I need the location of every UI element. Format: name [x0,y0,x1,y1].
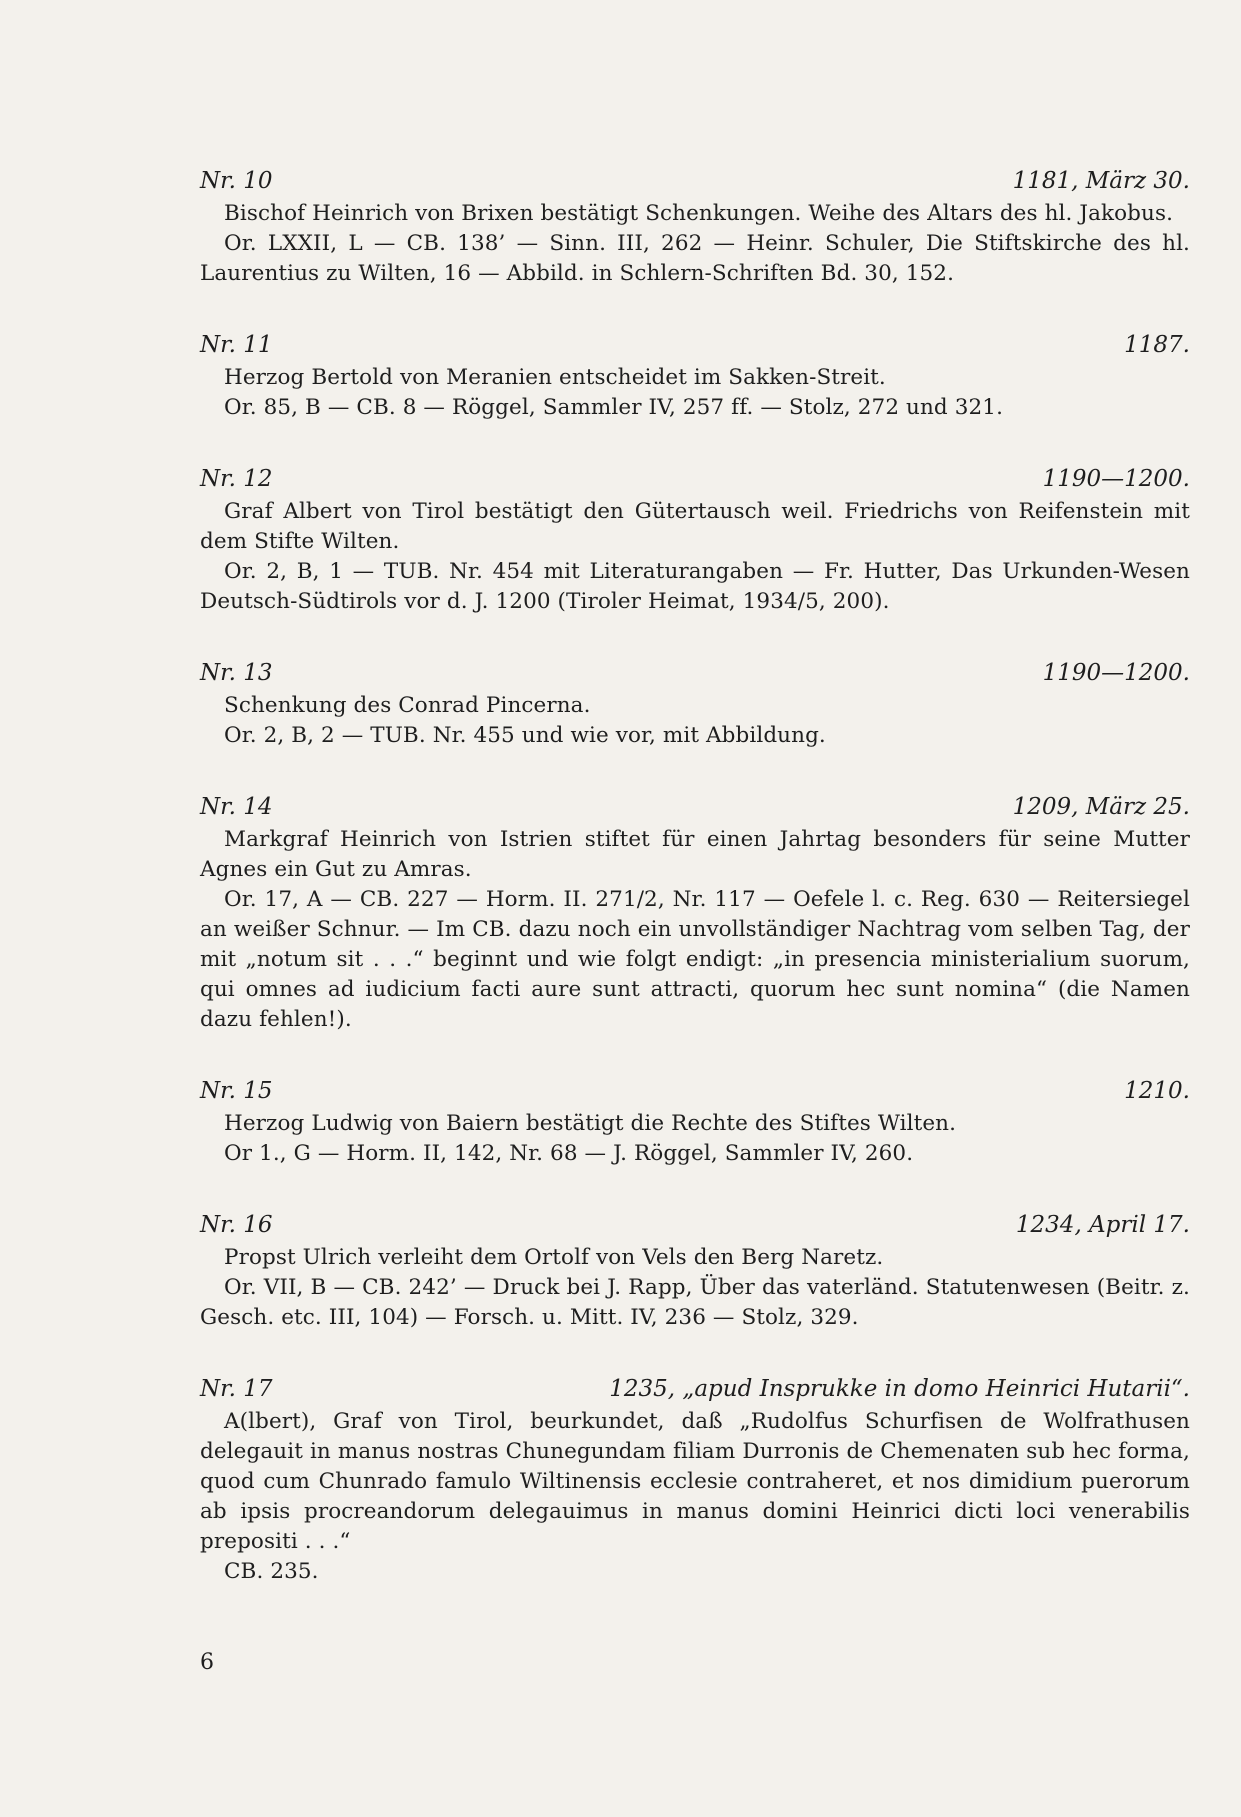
entry-header [200,1373,1190,1405]
entry-sources: Or. 2, B, 1 — TUB. Nr. 454 mit Literaturangaben — Fr. Hutter, Das Urkunden-Wesen Deutsch-Südtirols vor d. J. 1200 (Tiroler Heimat, 1934/5, 200). [200,559,1190,614]
entry-date: 1181, März 30. [1012,168,1190,194]
entry-number: Nr. 14 [200,794,273,820]
document-page [200,165,1190,1627]
entry-header [200,791,1190,823]
entry-nr-13 [200,657,1190,751]
entry-nr-10 [200,165,1190,289]
entry-nr-11 [200,329,1190,423]
entry-number: Nr. 13 [200,660,273,686]
entry-header [200,657,1190,689]
entry-summary: Bischof Heinrich von Brixen bestätigt Schenkungen. Weihe des Altars des hl. Jakobus. [224,201,1174,226]
entry-summary: Graf Albert von Tirol bestätigt den Gütertausch weil. Friedrichs von Reifenstein mit dem Stifte Wilten. [200,499,1190,554]
page-number: 6 [200,1650,214,1675]
entry-number: Nr. 12 [200,466,273,492]
entry-nr-14 [200,791,1190,1035]
entry-number: Nr. 16 [200,1212,273,1238]
entry-summary: A(lbert), Graf von Tirol, beurkundet, daß „Rudolfus Schurfisen de Wolfrathusen delegauit in manus nostras Chunegundam filiam Durronis de Chemenaten sub hec forma, quod cum Chunrado famulo Wiltinensis ecclesie contraheret, et nos dimidium puerorum ab ipsis procreandorum delegauimus in manus domini Heinrici dicti loci venerabilis prepositi . . .“ [200,1409,1190,1554]
entry-summary: Herzog Ludwig von Baiern bestätigt die Rechte des Stiftes Wilten. [224,1111,957,1136]
entry-summary: Markgraf Heinrich von Istrien stiftet für einen Jahrtag besonders für seine Mutter Agnes ein Gut zu Amras. [200,827,1190,882]
entry-date: 1209, März 25. [1012,794,1190,820]
entry-header [200,329,1190,361]
entry-number: Nr. 15 [200,1078,273,1104]
entry-date: 1190—1200. [1042,660,1190,686]
entry-date: 1210. [1124,1078,1190,1104]
entry-number: Nr. 10 [200,168,273,194]
entry-header [200,463,1190,495]
entry-date: 1190—1200. [1042,466,1190,492]
entry-date: 1234, April 17. [1015,1212,1190,1238]
entry-sources: CB. 235. [224,1559,319,1584]
entry-nr-15 [200,1075,1190,1169]
entry-sources: Or. 17, A — CB. 227 — Horm. II. 271/2, Nr. 117 — Oefele l. c. Reg. 630 — Reitersiegel an weißer Schnur. — Im CB. dazu noch ein unvollständiger Nachtrag vom selben Tag, der mit „notum sit . . .“ beginnt und wie folgt endigt: „in presencia ministerialium suorum, qui omnes ad iudicium facti aure sunt attracti, quorum hec sunt nomina“ (die Namen dazu fehlen!). [200,887,1190,1032]
entry-number: Nr. 17 [200,1376,273,1402]
entry-nr-16 [200,1209,1190,1333]
entry-sources: Or. 2, B, 2 — TUB. Nr. 455 und wie vor, mit Abbildung. [224,723,826,748]
entry-header [200,1075,1190,1107]
entry-summary: Propst Ulrich verleiht dem Ortolf von Vels den Berg Naretz. [224,1245,884,1270]
entry-nr-17 [200,1373,1190,1587]
entry-sources: Or. VII, B — CB. 242’ — Druck bei J. Rapp, Über das vaterländ. Statutenwesen (Beitr. z. Gesch. etc. III, 104) — Forsch. u. Mitt. IV, 236 — Stolz, 329. [200,1275,1190,1330]
entry-header [200,1209,1190,1241]
entry-number: Nr. 11 [200,332,273,358]
entry-date: 1187. [1124,332,1190,358]
entry-nr-12 [200,463,1190,617]
entry-header [200,165,1190,197]
entry-sources: Or. LXXII, L — CB. 138’ — Sinn. III, 262 — Heinr. Schuler, Die Stiftskirche des hl. Laurentius zu Wilten, 16 — Abbild. in Schlern-Schriften Bd. 30, 152. [200,231,1190,286]
entry-date: 1235, „apud Insprukke in domo Heinrici Hutarii“. [609,1376,1190,1402]
entry-sources: Or. 85, B — CB. 8 — Röggel, Sammler IV, 257 ff. — Stolz, 272 und 321. [224,395,1003,420]
entry-sources: Or 1., G — Horm. II, 142, Nr. 68 — J. Röggel, Sammler IV, 260. [224,1141,914,1166]
entry-summary: Schenkung des Conrad Pincerna. [224,693,591,718]
entry-summary: Herzog Bertold von Meranien entscheidet im Sakken-Streit. [224,365,886,390]
